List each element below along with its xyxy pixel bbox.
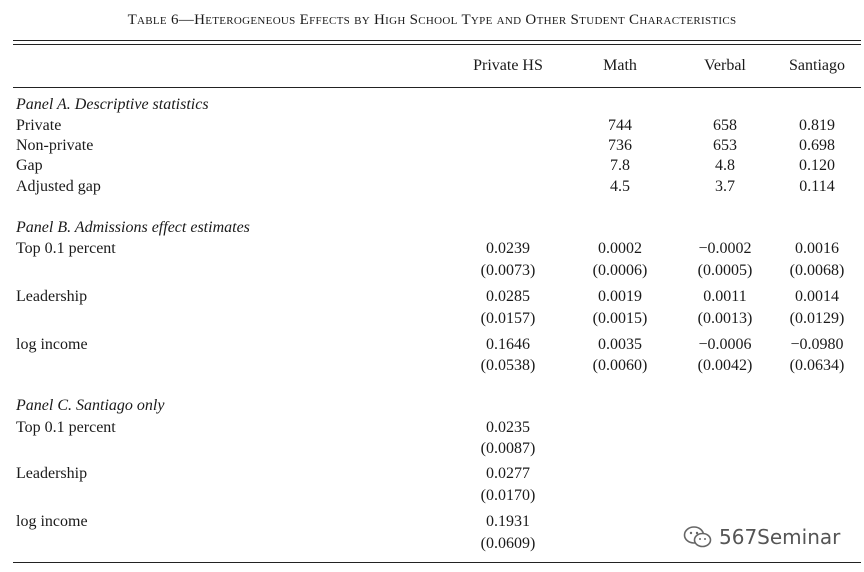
table-title: Table 6—Heterogeneous Effects by High School Type and Other Student Characteristics: [127, 12, 737, 28]
row-label: Top 0.1 percent: [16, 240, 116, 257]
table-cell: 0.114: [799, 178, 835, 195]
se-cell: (0.0129): [789, 310, 845, 327]
table-cell: 4.5: [610, 178, 630, 195]
top-rule-1: [13, 40, 861, 41]
row-label: Leadership: [16, 288, 88, 305]
table-cell: 0.0235: [486, 419, 530, 436]
se-cell: (0.0170): [480, 487, 536, 504]
table-cell: 0.0014: [795, 288, 839, 305]
row-label: Non-private: [16, 137, 94, 154]
table-cell: 653: [713, 137, 737, 154]
table-cell: 0.0285: [486, 288, 530, 305]
panel-c-label: Panel C. Santiago only: [16, 397, 165, 414]
table-cell: 3.7: [715, 178, 735, 195]
se-cell: (0.0013): [697, 310, 753, 327]
table-cell: 0.819: [799, 117, 835, 134]
panel-a-label: Panel A. Descriptive statistics: [16, 96, 209, 113]
row-label: Adjusted gap: [16, 178, 101, 195]
header-rule: [13, 87, 861, 88]
row-label: Private: [16, 117, 62, 134]
bottom-rule: [13, 562, 861, 563]
row-label: Gap: [16, 157, 43, 174]
se-cell: (0.0157): [480, 310, 536, 327]
se-cell: (0.0634): [789, 357, 845, 374]
table-cell: 744: [608, 117, 632, 134]
se-cell: (0.0006): [592, 262, 648, 279]
se-cell: (0.0015): [592, 310, 648, 327]
table-cell: 0.698: [799, 137, 835, 154]
top-rule-2: [13, 44, 861, 45]
se-cell: (0.0005): [697, 262, 753, 279]
se-cell: (0.0068): [789, 262, 845, 279]
col-header-private-hs: Private HS: [473, 57, 543, 74]
table-cell: 0.120: [799, 157, 835, 174]
col-header-verbal: Verbal: [704, 57, 746, 74]
table-cell: −0.0002: [698, 240, 752, 257]
table-cell: 0.0002: [598, 240, 642, 257]
table-cell: 0.0019: [598, 288, 642, 305]
table-cell: 0.0011: [703, 288, 747, 305]
table-cell: 0.0239: [486, 240, 530, 257]
row-label: Top 0.1 percent: [16, 419, 116, 436]
table-cell: 0.1646: [486, 336, 530, 353]
row-label: log income: [16, 336, 88, 353]
watermark-text: 567Seminar: [719, 525, 841, 549]
se-cell: (0.0073): [480, 262, 536, 279]
se-cell: (0.0538): [480, 357, 536, 374]
se-cell: (0.0042): [697, 357, 753, 374]
table-cell: 7.8: [610, 157, 630, 174]
table-cell: −0.0006: [698, 336, 752, 353]
table-cell: 658: [713, 117, 737, 134]
se-cell: (0.0087): [480, 440, 536, 457]
table-cell: −0.0980: [790, 336, 844, 353]
table-cell: 0.0277: [486, 465, 530, 482]
table-cell: 0.0016: [795, 240, 839, 257]
table-cell: 0.0035: [598, 336, 642, 353]
col-header-math: Math: [603, 57, 637, 74]
watermark: [683, 525, 840, 549]
table-cell: 4.8: [715, 157, 735, 174]
wechat-icon: [683, 525, 713, 549]
se-cell: (0.0060): [592, 357, 648, 374]
se-cell: (0.0609): [480, 535, 536, 552]
row-label: Leadership: [16, 465, 88, 482]
table-cell: 736: [608, 137, 632, 154]
table-cell: 0.1931: [486, 513, 530, 530]
row-label: log income: [16, 513, 88, 530]
panel-b-label: Panel B. Admissions effect estimates: [16, 219, 250, 236]
col-header-santiago: Santiago: [789, 57, 845, 74]
